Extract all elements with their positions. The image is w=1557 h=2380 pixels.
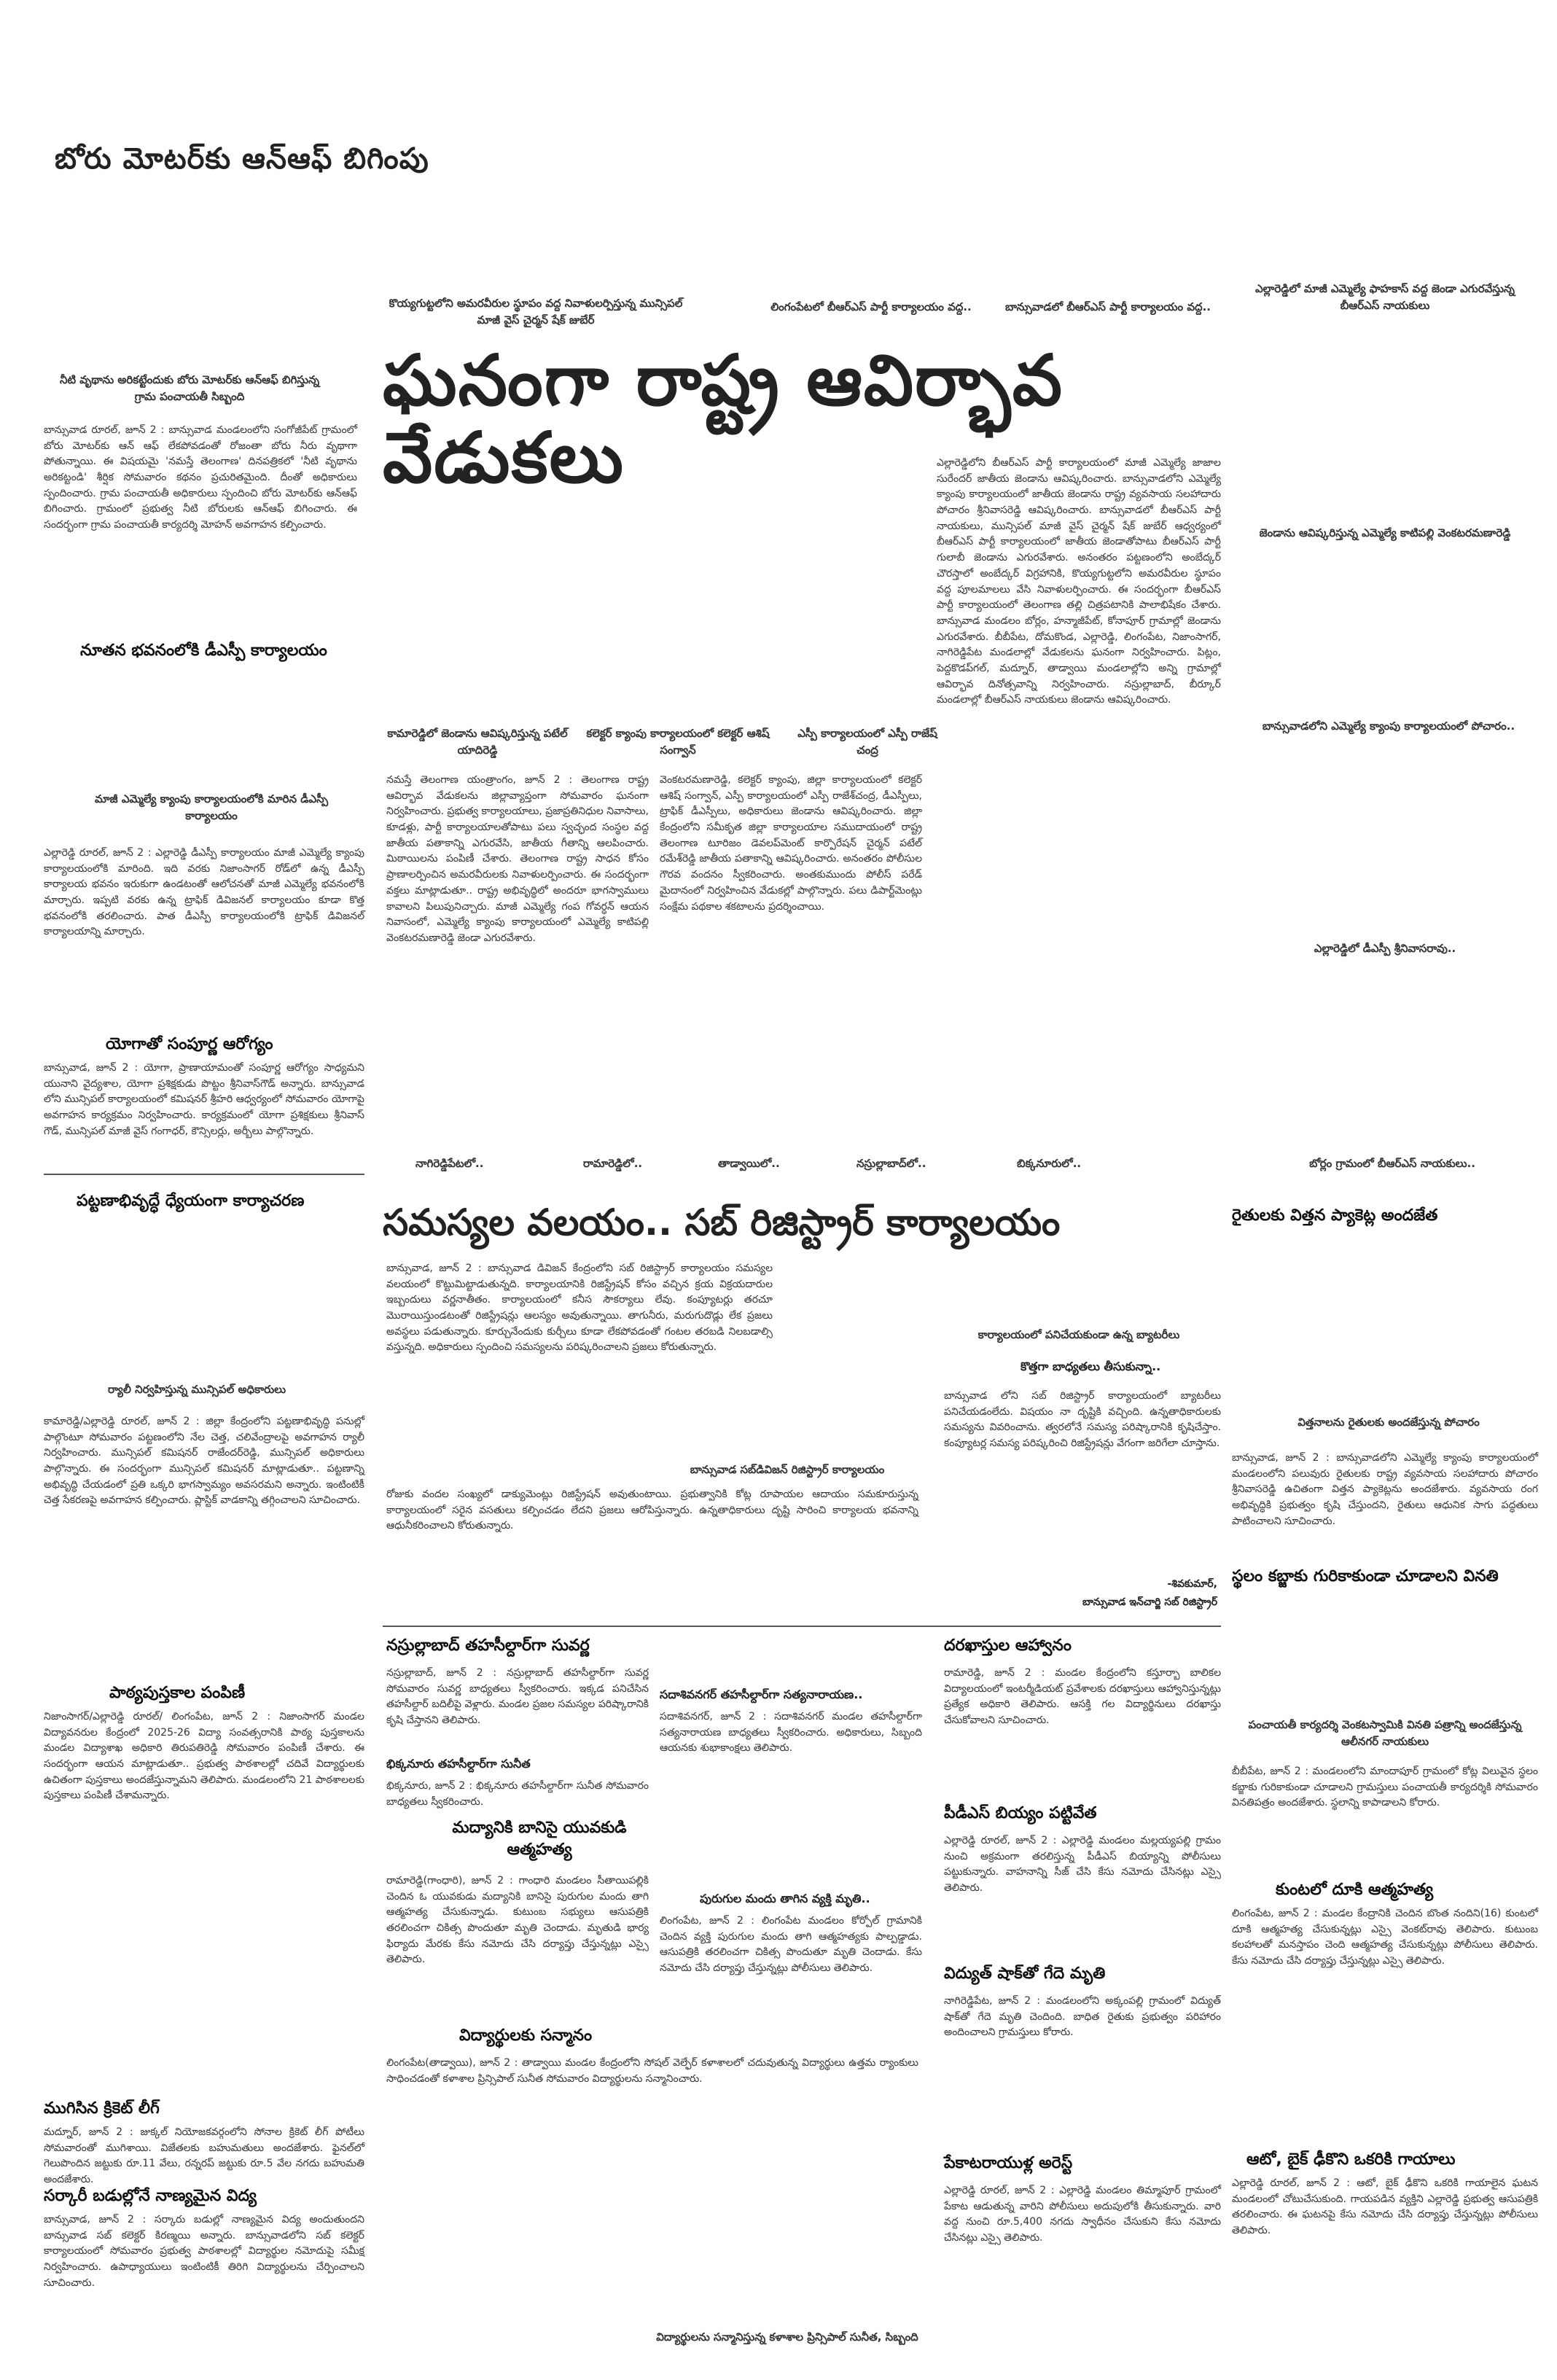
photo-caption-yellareddy: ఎల్లారెడ్డిలో మాజీ ఎమ్మెల్యే ఫాహకాస్ వద్ద జెండా ఎగురవేస్తున్న బీఆర్ఎస్ నాయకులు	[1254, 282, 1515, 312]
newcomer-heading: కొత్తగా బాధ్యతలు తీసుకున్నా..	[1021, 1359, 1161, 1373]
yoga-heading: యోగాతో సంపూర్ణ ఆరోగ్యం	[106, 1035, 273, 1053]
caption-mla-flag: జెండాను ఆవిష్కరిస్తున్న ఎమ్మెల్యే కాటిపల్లి వెంకటరమణారెడ్డి	[1259, 526, 1511, 539]
seeds-story: బాన్సువాడ, జూన్ 2 : బాన్సువాడలోని ఎమ్మెల్యే క్యాంపు కార్యాలయంలో మండలంలోని పలువురు రైతులకు రాష్ట్ర వ్యవసాయ సలహాదారు పోచారం శ్రీనివాసరెడ్డి ఉచితంగా విత్తన ప్యాకెట్లను అందజేశారు. వ్యవసాయ రంగ అభివృద్ధికి ప్రభుత్వం కృషి చేస్తుందని, రైతులు ఆధునిక సాగు పద్ధతులు పాటించాలని సూచించారు.	[1232, 1452, 1538, 1527]
land-heading: స్థలం కబ్జాకు గురికాకుండా చూడాలని వినతి	[1232, 1567, 1499, 1585]
photo-caption-kottagatta: కొయ్యగుట్టలోని అమరవీరుల స్థూపం వద్ద నివాళులర్పిస్తున్న మున్సిపల్ మాజీ వైస్ చైర్మన్ షేక్ జుబేర్	[389, 297, 683, 327]
main-story-col2: వెంకటరమణారెడ్డి, కలెక్టర్ క్యాంపు, జిల్లా కార్యాలయంలో కలెక్టర్ ఆశిష్ సంగ్వాన్, ఎస్పీ కార్యాలయంలో ఎస్పీ రాజేశ్‌చంద్ర, డీఎస్పీలు, ట్రాఫిక్ డీఎస్పీలు, అధికారులు జెండాను ఆవిష్కరించారు. జిల్లా కేంద్రంలోని సమీకృత జిల్లా కార్యాలయాల సముదాయంలో రాష్ట్ర తెలంగాణ టూరిజం డెవలప్‌మెంట్ కార్పొరేషన్ చైర్మన్ పటేల్ రమేశ్‌రెడ్డి జాతీయ పతాకాన్ని ఆవిష్కరించారు. అనంతరం పోలీసుల గౌరవ వందనం స్వీకరించారు. అంతకుముందు పోలీస్ పరేడ్ మైదానంలో నిర్వహించిన వేడుకల్లో పాల్గొన్నారు. పలు డిపార్ట్‌మెంట్లు సంక్షేమ పథకాల శకటాలను ప్రదర్శించాయి.	[660, 774, 922, 913]
school-heading: సర్కారీ బడుల్లోనే నాణ్యమైన విద్య	[44, 2187, 257, 2205]
photo-caption-banswada: బాన్సువాడలో బీఆర్ఎస్ పార్టీ కార్యాలయం వద్ద..	[1004, 300, 1211, 313]
pesticide-story: లింగంపేట, జూన్ 2 : లింగంపేట మండలం కోర్పోల్ గ్రామానికి చెందిన వ్యక్తి పురుగుల మందు తాగి ఆత్మహత్యకు పాల్పడ్డాడు. ఆసుపత్రికి తరలించగా చికిత్స పొందుతూ మృతి చెందాడు. కేసు నమోదు చేసి దర్యాప్తు చేస్తున్నట్లు పోలీసులు తెలిపారు.	[660, 1915, 922, 1975]
accident-story: ఎల్లారెడ్డి రూరల్, జూన్ 2 : ఆటో, బైక్ ఢీకొని ఒకరికి గాయాలైన ఘటన మండలంలో చోటుచేసుకుంది. గాయపడిన వ్యక్తిని ఎల్లారెడ్డి ప్రభుత్వ ఆసుపత్రికి తరలించారు. ఈ ఘటనపై కేసు నమోదు చేసి దర్యాప్తు చేస్తున్నట్లు పోలీసులు తెలిపారు.	[1232, 2177, 1538, 2237]
caption-ramareddy: రామారెడ్డిలో..	[583, 1157, 643, 1170]
tahsildar-story: నస్రుల్లాబాద్, జూన్ 2 : నస్రుల్లాబాద్ తహసీల్దార్‌గా సువర్ణ సోమవారం సువర్ణ బాధ్యతలు స్వీకరించారు. ఇక్కడ పనిచేసిన తహసీల్దార్ బదిలీపై వెళ్లారు. మండల ప్రజల సమస్యల పరిష్కారానికి కృషి చేస్తానని తెలిపారు.	[386, 1667, 649, 1727]
inner-photo-caption: బాన్సువాడ సబ్‌డివిజన్ రిజిస్ట్రార్ కార్యాలయం	[690, 1463, 885, 1476]
shock-heading: విద్యుత్ షాక్‌తో గేదె మృతి	[944, 1965, 1106, 1983]
land-story: బీబీపేట, జూన్ 2 : మండలంలోని మాందాపూర్ గ్రామంలో కోట్ల విలువైన స్థలం కబ్జాకు గురికాకుండా చూడాలని గ్రామస్తులు పంచాయతీ కార్యదర్శికి సోమవారం వినతిపత్రం అందజేశారు. స్థలాన్ని కాపాడాలని కోరారు.	[1232, 1766, 1538, 1809]
main-story-col1: నమస్తే తెలంగాణ యంత్రాంగం, జూన్ 2 : తెలంగాణ రాష్ట్ర ఆవిర్భావ వేడుకలను జిల్లావ్యాప్తంగా సోమవారం ఘనంగా నిర్వహించారు. ప్రభుత్వ కార్యాలయాలు, ప్రజాప్రతినిధుల నివాసాలు, కూడళ్లు, పార్టీ కార్యాలయాలతోపాటు పలు స్వచ్ఛంద సంస్థల వద్ద జాతీయ పతాకాన్ని ఎగురవేసి, జాతీయ గీతాన్ని ఆలపించారు. మిఠాయిలను పంపిణీ చేశారు. తెలంగాణ రాష్ట్ర సాధన కోసం ప్రాణాలర్పించిన అమరవీరులకు నివాళులర్పించారు. ఈ సందర్భంగా వక్తలు మాట్లాడుతూ.. రాష్ట్ర అభివృద్ధిలో అందరూ భాగస్వాములు కావాలని పిలుపునిచ్చారు. మాజీ ఎమ్మెల్యే గంప గోవర్ధన్ ఆయన నివాసంలో, ఎమ్మెల్యే క్యాంపు కార్యాలయంలో ఎమ్మెల్యే కాటిపల్లి వెంకటరమణారెడ్డి జెండా ఎగురవేశారు.	[386, 774, 649, 944]
books-heading: పాఠ్యపుస్తకాల పంపిణీ	[109, 1684, 246, 1702]
main-headline: ఘనంగా రాష్ట్ర ఆవిర్భావ వేడుకలు	[383, 340, 1064, 499]
drowning-story: లింగంపేట, జూన్ 2 : మండల కేంద్రానికి చెందిన బొంత నందిని(16) కుంటలో దూకి ఆత్మహత్య చేసుకున్నట్లు ఎస్సై వెంకట్‌రావు తెలిపారు. కుటుంబ కలహాలతో మనస్తాపం చెంది ఆత్మహత్య చేసుకున్నట్లు పోలీసులు తెలిపారు. కేసు నమోదు చేసి దర్యాప్తు చేస్తున్నట్లు ఎస్సై తెలిపారు.	[1232, 1908, 1538, 1967]
cricket-heading: ముగిసిన క్రికెట్ లీగ్	[44, 2099, 160, 2118]
caption-dsp-srinivas: ఎల్లారెడ్డిలో డీఎస్పీ శ్రీనివాసరావు..	[1314, 942, 1456, 955]
photo-caption-lingampet: లింగంపేటలో బీఆర్ఎస్ పార్టీ కార్యాలయం వద్ద..	[770, 300, 972, 313]
patnam-heading: పట్టణాభివృద్ధే ధ్యేయంగా కార్యాచరణ	[77, 1192, 305, 1210]
caption-tadwai: తాడ్వాయిలో..	[718, 1157, 780, 1170]
newcomer-title: బాన్సువాడ ఇన్‌చార్జి సబ్ రిజిస్ట్రార్	[1082, 1596, 1217, 1608]
felicitation-photo-caption: విద్యార్థులను సన్మానిస్తున్న కళాశాల ప్రిన్సిపాల్ సునీత, సిబ్బంది	[656, 2330, 918, 2344]
rally-photo-caption: ర్యాలీ నిర్వహిస్తున్న మున్సిపల్ అధికారులు	[107, 1383, 286, 1396]
shock-story: నాగిరెడ్డిపేట, జూన్ 2 : మండలంలోని అక్కంపల్లి గ్రామంలో విద్యుత్ షాక్‌తో గేదె మృతి చెందింది. బాధిత రైతుకు ప్రభుత్వం పరిహారం అందించాలని గ్రామస్తులు కోరారు.	[944, 1995, 1221, 2039]
cricket-story: మద్నూర్, జూన్ 2 : జుక్కల్ నియోజకవర్గంలోని సోనాల క్రికెట్ లీగ్ పోటీలు సోమవారంతో ముగిశాయి. విజేతలకు బహుమతులు అందజేశారు. ఫైనల్‌లో గెలుపొందిన జట్టుకు రూ.11 వేలు, రన్నరప్ జట్టుకు రూ.5 వేల నగదు బహుమతి అందజేశారు.	[44, 2126, 364, 2186]
pds-rice-story: ఎల్లారెడ్డి రూరల్, జూన్ 2 : ఎల్లారెడ్డి మండలం మల్లయ్యపల్లి గ్రామం నుంచి అక్రమంగా తరలిస్తున్న పీడీఎస్ బియ్యాన్ని పోలీసులు పట్టుకున్నారు. వాహనాన్ని సీజ్ చేసి కేసు నమోదు చేసినట్లు ఎస్సై తెలిపారు.	[944, 1835, 1221, 1895]
newcomer-quote: బాన్సువాడ లోని సబ్ రిజిస్ట్రార్ కార్యాలయంలో బ్యాటరీలు పనిచేయడంలేదు. విషయం నా దృష్టికి వచ్చింది. ఉన్నతాధికారులకు సమస్యను వివరించాను. త్వరలోనే సమస్య పరిష్కారానికి కృషిచేస్తాం. కంప్యూటర్ల సమస్య పరిష్కరించి రిజిస్ట్రేషన్లు వేగంగా జరిగేలా చూస్తాను.	[944, 1390, 1221, 1450]
newcomer-sign: -శివకుమార్,	[1167, 1578, 1217, 1590]
caption-nagireddypet: నాగిరెడ్డిపేటలో..	[415, 1157, 484, 1170]
applications-story: రామారెడ్డి, జూన్ 2 : మండల కేంద్రంలోని కస్తూర్బా బాలికల విద్యాలయంలో ఇంటర్మీడియట్ ప్రవేశాలకు దరఖాస్తులు ఆహ్వానిస్తున్నట్లు ప్రత్యేక అధికారి తెలిపారు. ఆసక్తి గల విద్యార్థినులు దరఖాస్తు చేసుకోవాలని సూచించారు.	[944, 1667, 1221, 1727]
main-story-col3: ఎల్లారెడ్డిలోని బీఆర్ఎస్ పార్టీ కార్యాలయంలో మాజీ ఎమ్మెల్యే జాజాల సురేందర్ జాతీయ జెండాను ఆవిష్కరించారు. బాన్సువాడలోని ఎమ్మెల్యే క్యాంపు కార్యాలయంలో జాతీయ జెండాను రాష్ట్ర వ్యవసాయ సలహాదారు పోచారం శ్రీనివాసరెడ్డి ఆవిష్కరించారు. బాన్సువాడలో బీఆర్ఎస్ పార్టీ నాయకులు, మున్సిపల్ మాజీ వైస్ చైర్మన్ షేక్ జుబేర్ ఆధ్వర్యంలో బీఆర్ఎస్ పార్టీ కార్యాలయంలో జాతీయ జెండాతోపాటు బీఆర్ఎస్ పార్టీ గులాబీ జెండాను ఎగురవేశారు. అనంతరం పట్టణంలోని అంబేద్కర్ చౌరస్తాలో అంబేద్కర్ విగ్రహానికి, కొయ్యగుట్టలోని అమరవీరుల స్థూపం వద్ద పూలమాలలు వేసి నివాళులర్పించారు. ఈ సందర్భంగా బీఆర్ఎస్ పార్టీ కార్యాలయంలో తెలంగాణ తల్లి చిత్రపటానికి పాలాభిషేకం చేశారు. బాన్సువాడ మండలం బోర్లం, హన్మాజీపేట్, కోనాపూర్ గ్రామాల్లో జెండాను ఎగురవేశారు. బీబీపేట, దోమకొండ, ఎల్లారెడ్డి, లింగంపేట, నిజాంసాగర్, నాగిరెడ్డిపేట మండలాల్లో వేడుకలను ఘనంగా నిర్వహించారు. పిట్లం, పెద్దకొడప్‌గల్, మద్నూర్, తాడ్వాయి మండలాల్లోని అన్ని గ్రామాల్లో ఆవిర్భావ దినోత్సవాన్ని నిర్వహించారు. నస్రుల్లాబాద్, బీర్కూర్ మండలాల్లో బీఆర్ఎస్ నాయకులు జెండాను ఆవిష్కరించారు.	[937, 457, 1221, 706]
registrar-headline: సమస్యల వలయం.. సబ్ రిజిస్ట్రార్ కార్యాలయం	[383, 1201, 1061, 1244]
caption-collector: కలెక్టర్ క్యాంపు కార్యాలయంలో కలెక్టర్ ఆశిష్ సంగ్వాన్	[586, 727, 770, 757]
gamblers-story: ఎల్లారెడ్డి రూరల్, జూన్ 2 : ఎల్లారెడ్డి మండలం తిమ్మాపూర్ గ్రామంలో పేకాట ఆడుతున్న వారిని పోలీసులు అదుపులోకి తీసుకున్నారు. వారి వద్ద నుంచి రూ.5,400 నగదు స్వాధీనం చేసుకుని కేసు నమోదు చేసినట్లు ఎస్సై తెలిపారు.	[944, 2185, 1221, 2244]
drowning-heading: కుంటలో దూకి ఆత్మహత్య	[1276, 1881, 1434, 1899]
seeds-photo-caption: విత్తనాలను రైతులకు అందజేస్తున్న పోచారం	[1298, 1416, 1480, 1429]
felicitation-heading: విద్యార్థులకు సన్మానం	[459, 2026, 593, 2045]
registrar-story: బాన్సువాడ, జూన్ 2 : బాన్సువాడ డివిజన్ కేంద్రంలోని సబ్ రిజిస్ట్రార్ కార్యాలయం సమస్యల వలయంలో కొట్టుమిట్టాడుతున్నది. కార్యాలయానికి రిజిస్ట్రేషన్ కోసం వచ్చిన క్రయ విక్రయదారుల ఇబ్బందులు వర్ణనాతీతం. కార్యాలయంలో కనీస సౌకర్యాలు లేవు. కంప్యూటర్లు తరచూ మొరాయిస్తుండటంతో రిజిస్ట్రేషన్లు ఆలస్యం అవుతున్నాయి. తాగునీరు, మరుగుదొడ్లు లేక ప్రజలు అవస్థలు పడుతున్నారు. కూర్చునేందుకు కుర్చీలు కూడా లేకపోవడంతో గంటల తరబడి నిలబడాల్సి వస్తున్నది. అధికారులు స్పందించి సమస్యలను పరిష్కరించాలని ప్రజలు కోరుతున్నారు.	[386, 1263, 773, 1354]
tahsildar-heading: నస్రుల్లాబాద్ తహసీల్దార్‌గా సువర్ణ	[386, 1636, 590, 1655]
pesticide-subheading: పురుగుల మందు తాగిన వ్యక్తి మృతి..	[700, 1892, 870, 1905]
books-story: నిజాంసాగర్/ఎల్లారెడ్డి రూరల్/ లింగంపేట, జూన్ 2 : నిజాంసాగర్ మండల విద్యావనరుల కేంద్రంలో 2025-26 విద్యా సంవత్సరానికి పాఠ్య పుస్తకాలను మండల విద్యాశాఖ అధికారి తిరుపతిరెడ్డి సోమవారం పంపిణీ చేశారు. ఈ సందర్భంగా ఆయన మాట్లాడుతూ.. ప్రభుత్వ పాఠశాలల్లో చదివే విద్యార్థులకు ఉచితంగా పుస్తకాలు అందజేస్తున్నామని తెలిపారు. మండలంలోని 21 పాఠశాలలకు పుస్తకాలు పంపిణీ చేశామన్నారు.	[44, 1711, 364, 1802]
caption-bikkanur: బిక్కనూరులో..	[1017, 1157, 1082, 1170]
suicide-story: రామారెడ్డి(గాంధారి), జూన్ 2 : గాంధారి మండలం సీతాయిపల్లికి చెందిన ఓ యువకుడు మద్యానికి బానిసై పురుగుల మందు తాగి ఆత్మహత్య చేసుకున్నాడు. కుటుంబ సభ్యులు ఆసుపత్రికి తరలించగా చికిత్స పొందుతూ మృతి చెందాడు. మృతుడి భార్య ఫిర్యాదు మేరకు కేసు నమోదు చేసి దర్యాప్తు చేస్తున్నట్లు ఎస్సై తెలిపారు.	[386, 1875, 649, 1966]
pds-rice-heading: పీడీఎస్ బియ్యం పట్టివేత	[944, 1804, 1097, 1822]
top-left-headline: బోరు మోటర్‌కు ఆన్‌ఆఫ్ బిగింపు	[55, 142, 429, 176]
caption-sp: ఎస్పీ కార్యాలయంలో ఎస్పీ రాజేష్ చంద్ర	[797, 727, 937, 757]
registrar-story-2: రోజుకు వందల సంఖ్యలో డాక్యుమెంట్లు రిజిస్ట్రేషన్ అవుతుంటాయి. ప్రభుత్వానికి కోట్ల రూపాయల ఆదాయం సమకూరుస్తున్న కార్యాలయంలో సరైన వసతులు కల్పించడం లేదని ప్రజలు ఆరోపిస్తున్నారు. ఉన్నతాధికారులు దృష్టి సారించి కార్యాలయ భవనాన్ని ఆధునీకరించాలని కోరుతున్నారు.	[386, 1489, 918, 1532]
dsp-photo-caption: మాజీ ఎమ్మెల్యే క్యాంపు కార్యాలయంలోకి మారిన డీఎస్పీ కార్యాలయం	[94, 792, 329, 822]
caption-nasrullabad: నస్రుల్లాబాద్‌లో..	[856, 1157, 926, 1170]
caption-borlam: బోర్లం గ్రామంలో బీఆర్ఎస్ నాయకులు..	[1309, 1157, 1475, 1170]
office-photo-caption: కార్యాలయంలో పనిచేయకుండా ఉన్న బ్యాటరీలు	[977, 1328, 1180, 1341]
rally-story: కామారెడ్డి/ఎల్లారెడ్డి రూరల్, జూన్ 2 : జిల్లా కేంద్రంలోని పట్టణాభివృద్ధి పనుల్లో పాల్గొంటూ సోమవారం పట్టణంలోని నేల చెత్త, చలివేంద్రాలపై అవగాహన ర్యాలీ నిర్వహించారు. మున్సిపల్ కమిషనర్ రాజేందర్‌రెడ్డి, మున్సిపల్ అధికారులు పాల్గొన్నారు. ఈ సందర్భంగా మున్సిపల్ కమిషనర్ మాట్లాడుతూ.. పట్టణాన్ని అభివృద్ధి చేయడంలో ప్రతి ఒక్కరి భాగస్వామ్యం అవసరమని అన్నారు. ఇంటింటికీ చెత్త సేకరణపై అవగాహన కల్పించారు. ప్లాస్టిక్ వాడకాన్ని తగ్గించాలని సూచించారు.	[44, 1416, 364, 1507]
yoga-story: బాన్సువాడ, జూన్ 2 : యోగా, ప్రాణాయామంతో సంపూర్ణ ఆరోగ్యం సాధ్యమని యునాని వైద్యశాల, యోగా ప్రశిక్షకుడు పొట్టం శ్రీనివాస్‌గౌడ్ అన్నారు. బాన్సువాడ లోని మున్సిపల్ కార్యాలయంలో కమిషనర్ శ్రీహరి ఆధ్వర్యంలో సోమవారం యోగాపై అవగాహన కార్యక్రమం నిర్వహించారు. కార్యక్రమంలో యోగా ప్రశిక్షకులు శ్రీనివాస్ గౌడ్, మున్సిపల్ మాజీ వైస్ గంగాధర్, కౌన్సిలర్లు, అర్బీలు పాల్గొన్నారు.	[44, 1062, 364, 1137]
felicitation-story: లింగంపేట(తాడ్వాయి), జూన్ 2 : తాడ్వాయి మండల కేంద్రంలోని సోషల్ వెల్ఫేర్ కళాశాలలో చదువుతున్న విద్యార్థులు ఉత్తమ ర్యాంకులు సాధించడంతో కళాశాల ప్రిన్సిపాల్ సునీత సోమవారం విద్యార్థులను సన్మానించారు.	[386, 2057, 918, 2085]
satyanarayana-subheading: సదాశివనగర్ తహసీల్దార్‌గా సత్యనారాయణ..	[660, 1688, 863, 1701]
seeds-heading: రైతులకు విత్తన ప్యాకెట్ల అందజేత	[1232, 1206, 1438, 1225]
dsp-story: ఎల్లారెడ్డి రూరల్, జూన్ 2 : ఎల్లారెడ్డి డీఎస్పీ కార్యాలయం మాజీ ఎమ్మెల్యే క్యాంపు కార్యాలయంలోకి మారింది. ఇది వరకు నిజాంసాగర్ రోడ్‌లో ఉన్న డీఎస్పీ కార్యాలయ భవనం ఇరుకుగా ఉండటంతో ఆలోచనతో మాజీ ఎమ్మెల్యే భవనంలోకి మార్చారు. ఇప్పటి వరకు ఉన్న ట్రాఫిక్ డివిజనల్ కార్యాలయం కూడా కొత్త భవనంలోకి తరలించారు. పాత డీఎస్పీ కార్యాలయంలోకి ట్రాఫిక్ డివిజనల్ కార్యాలయాన్ని మార్చారు.	[44, 847, 364, 938]
accident-heading: ఆటో, బైక్ ఢీకొని ఒకరికి గాయాలు	[1246, 2150, 1456, 2169]
satyanarayana-story: సదాశివనగర్, జూన్ 2 : సదాశివనగర్ మండల తహసీల్దార్‌గా సత్యనారాయణ బాధ్యతలు స్వీకరించారు. అధికారులు, సిబ్బంది ఆయనకు శుభాకాంక్షలు తెలిపారు.	[660, 1711, 922, 1755]
applications-heading: దరఖాస్తుల ఆహ్వానం	[944, 1636, 1072, 1655]
left-divider	[44, 1174, 364, 1175]
suicide-heading: మద్యానికి బానిసై యువకుడి ఆత్మహత్య	[452, 1819, 627, 1859]
dsp-office-heading: నూతన భవనంలోకి డీఎస్పీ కార్యాలయం	[80, 641, 327, 660]
borewell-story: బాన్సువాడ రూరల్, జూన్ 2 : బాన్సువాడ మండలంలోని సంగోజీపేట్ గ్రామంలో బోరు మోటర్‌కు ఆన్ ఆఫ్ లేకపోవడంతో రోజంతా బోరు నీరు వృథాగా పోతున్నాయి. ఈ విషయమై 'నమస్తే తెలంగాణ' దినపత్రికలో 'నీటి వృథాను అరికట్టండి' శీర్షిక సోమవారం కథనం ప్రచురితమైంది. దీంతో అధికారులు స్పందించారు. గ్రామ పంచాయతీ అధికారులు స్పందించి బోరు మోటర్‌కు ఆన్‌ఆఫ్ బిగించారు. గ్రామంలో ప్రభుత్వ నీటి బోరులకు ఆన్‌ఆఫ్ బిగించారు. ఈ సందర్భంగా గ్రామ పంచాయతీ కార్యదర్శి మోహన్ అవగాహన కల్పించారు.	[44, 424, 357, 531]
sunitha-subheading: భిక్కనూరు తహసీల్దార్‌గా సునీత	[386, 1757, 531, 1771]
land-photo-caption: పంచాయతీ కార్యదర్శి వెంకటస్వామికి వినతి పత్రాన్ని అందజేస్తున్న ఆలీనగర్ నాయకులు	[1248, 1718, 1522, 1748]
center-divider	[383, 1626, 1221, 1627]
caption-pocharam: బాన్సువాడలోని ఎమ్మెల్యే క్యాంపు కార్యాలయంలో పోచారం..	[1262, 719, 1515, 733]
caption-kamareddy: కామారెడ్డిలో జెండాను ఆవిష్కరిస్తున్న పటేల్ యాదిరెడ్డి	[387, 727, 568, 757]
sunitha-story: భిక్కనూరు, జూన్ 2 : భిక్కనూరు తహసీల్దార్‌గా సునీత సోమవారం బాధ్యతలు స్వీకరించారు.	[386, 1780, 649, 1808]
borewell-photo-caption: నీటి వృథాను అరికట్టేందుకు బోరు మోటర్‌కు ఆన్‌ఆఫ్ బిగిస్తున్న గ్రామ పంచాయతీ సిబ్బంది	[59, 373, 320, 403]
school-story: బాన్సువాడ, జూన్ 2 : సర్కారు బడుల్లో నాణ్యమైన విద్య అందుతుందని బాన్సువాడ సబ్ కలెక్టర్ కిరణ్మయి అన్నారు. బాన్సువాడలోని సబ్ కలెక్టర్ కార్యాలయంలో సోమవారం ప్రభుత్వ పాఠశాలల్లో విద్యార్థుల నమోదుపై సమీక్ష నిర్వహించారు. ఉపాధ్యాయులు ఇంటింటికీ తిరిగి విద్యార్థులను చేర్పించాలని సూచించారు.	[44, 2214, 364, 2289]
gamblers-heading: పేకాటరాయుళ్ల అరెస్ట్	[944, 2154, 1073, 2172]
